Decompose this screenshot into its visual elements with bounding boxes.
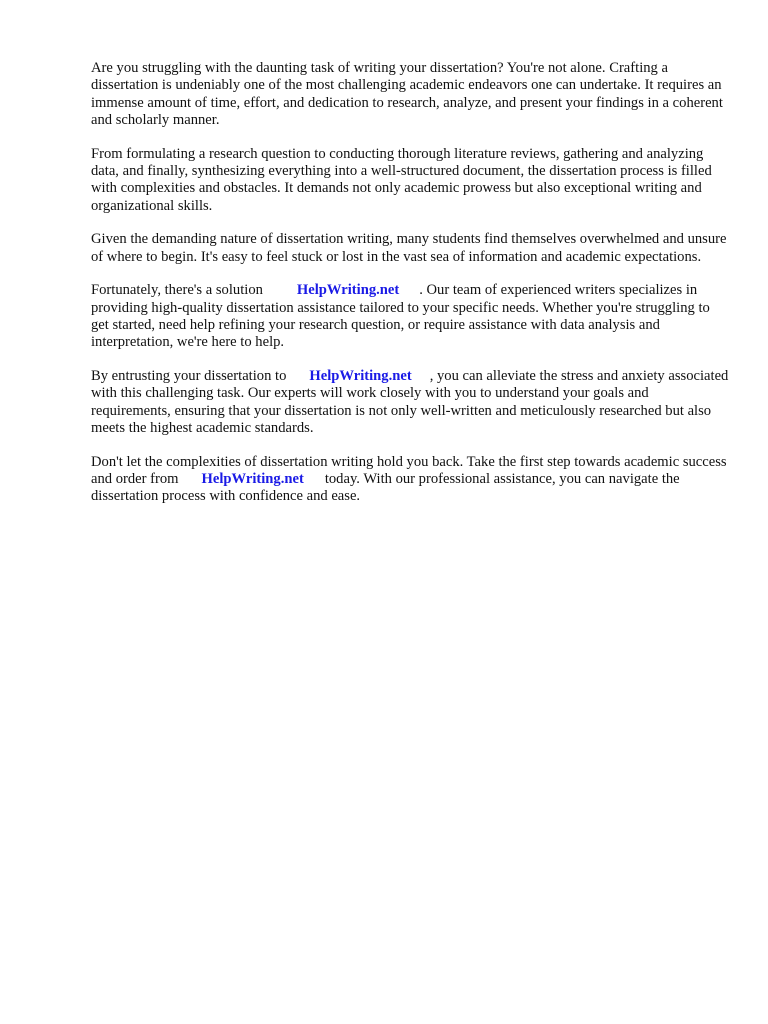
paragraph-solution (91, 282, 731, 351)
paragraph-entrusting-rest: , you can alleviate the stress and anxiety associated with this challenging task. Our experts will work closely with you to understand your goals and requirements, ensuring that your dissertation is not only well-written and meticulously researched but also meets the highest academic standards. (91, 368, 729, 437)
document-body (91, 60, 731, 522)
paragraph-solution-lead: Fortunately, there's a solution (91, 282, 263, 299)
paragraph-entrusting-lead: By entrusting your dissertation to (91, 368, 287, 385)
paragraph-call-to-action-rest: today. With our professional assistance, you can navigate the dissertation process with confidence and ease. (91, 471, 680, 505)
paragraph-entrusting (91, 368, 731, 437)
helpwriting-link[interactable]: HelpWriting.net (309, 368, 412, 385)
paragraph-intro: Are you struggling with the daunting task of writing your dissertation? You're not alone. Crafting a dissertation is undeniably one of the most challenging academic endeavors one can undertake. It requires an immense amount of time, effort, and dedication to research, analyze, and present your findings in a coherent and scholarly manner. (91, 60, 723, 128)
paragraph-solution-rest: . Our team of experienced writers specializes in providing high-quality dissertation assistance tailored to your specific needs. Whether you're struggling to get started, need help refining your research question, or require assistance with data analysis and interpretation, we're here to help. (91, 282, 710, 351)
paragraph-call-to-action-lead: Don't let the complexities of dissertation writing hold you back. Take the first step towards academic success and order from (91, 453, 727, 488)
paragraph-process: From formulating a research question to conducting thorough literature reviews, gathering and analyzing data, and finally, synthesizing everything into a well-structured document, the dissertation process is filled with complexities and obstacles. It demands not only academic prowess but also exceptional writing and organizational skills. (91, 145, 712, 214)
helpwriting-link[interactable]: HelpWriting.net (201, 471, 304, 488)
paragraph-overwhelmed: Given the demanding nature of dissertation writing, many students find themselves overwhelmed and unsure of where to begin. It's easy to feel stuck or lost in the vast sea of information and academic expectations. (91, 231, 727, 265)
helpwriting-link[interactable]: HelpWriting.net (296, 282, 400, 299)
paragraph-call-to-action (91, 454, 731, 506)
